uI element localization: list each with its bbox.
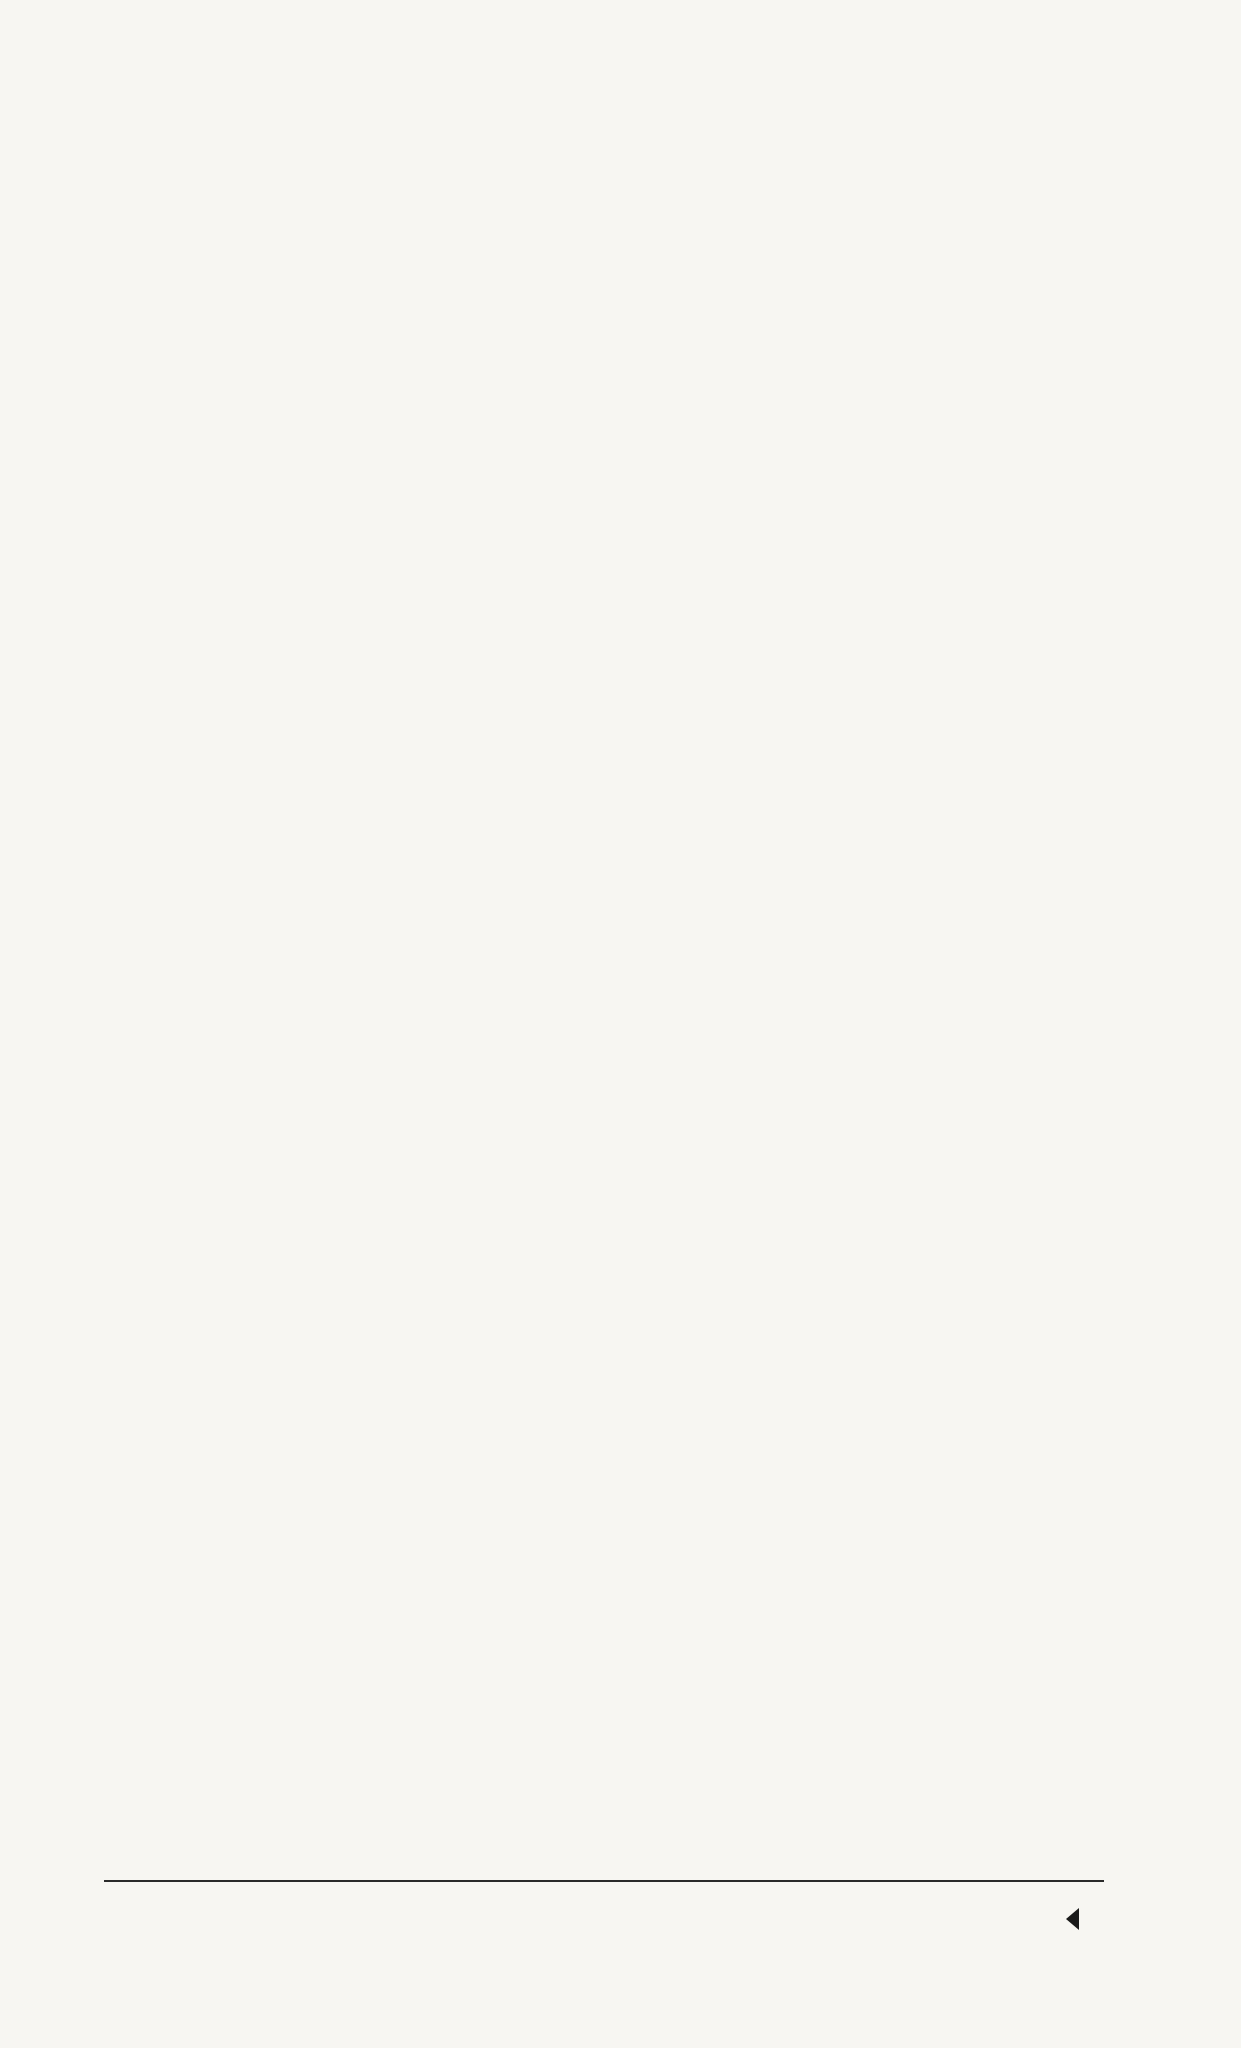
page-footer <box>1044 1908 1105 1930</box>
page-body <box>104 150 1104 178</box>
footer-divider <box>104 1880 1104 1882</box>
triangle-left-icon <box>1066 1908 1079 1930</box>
